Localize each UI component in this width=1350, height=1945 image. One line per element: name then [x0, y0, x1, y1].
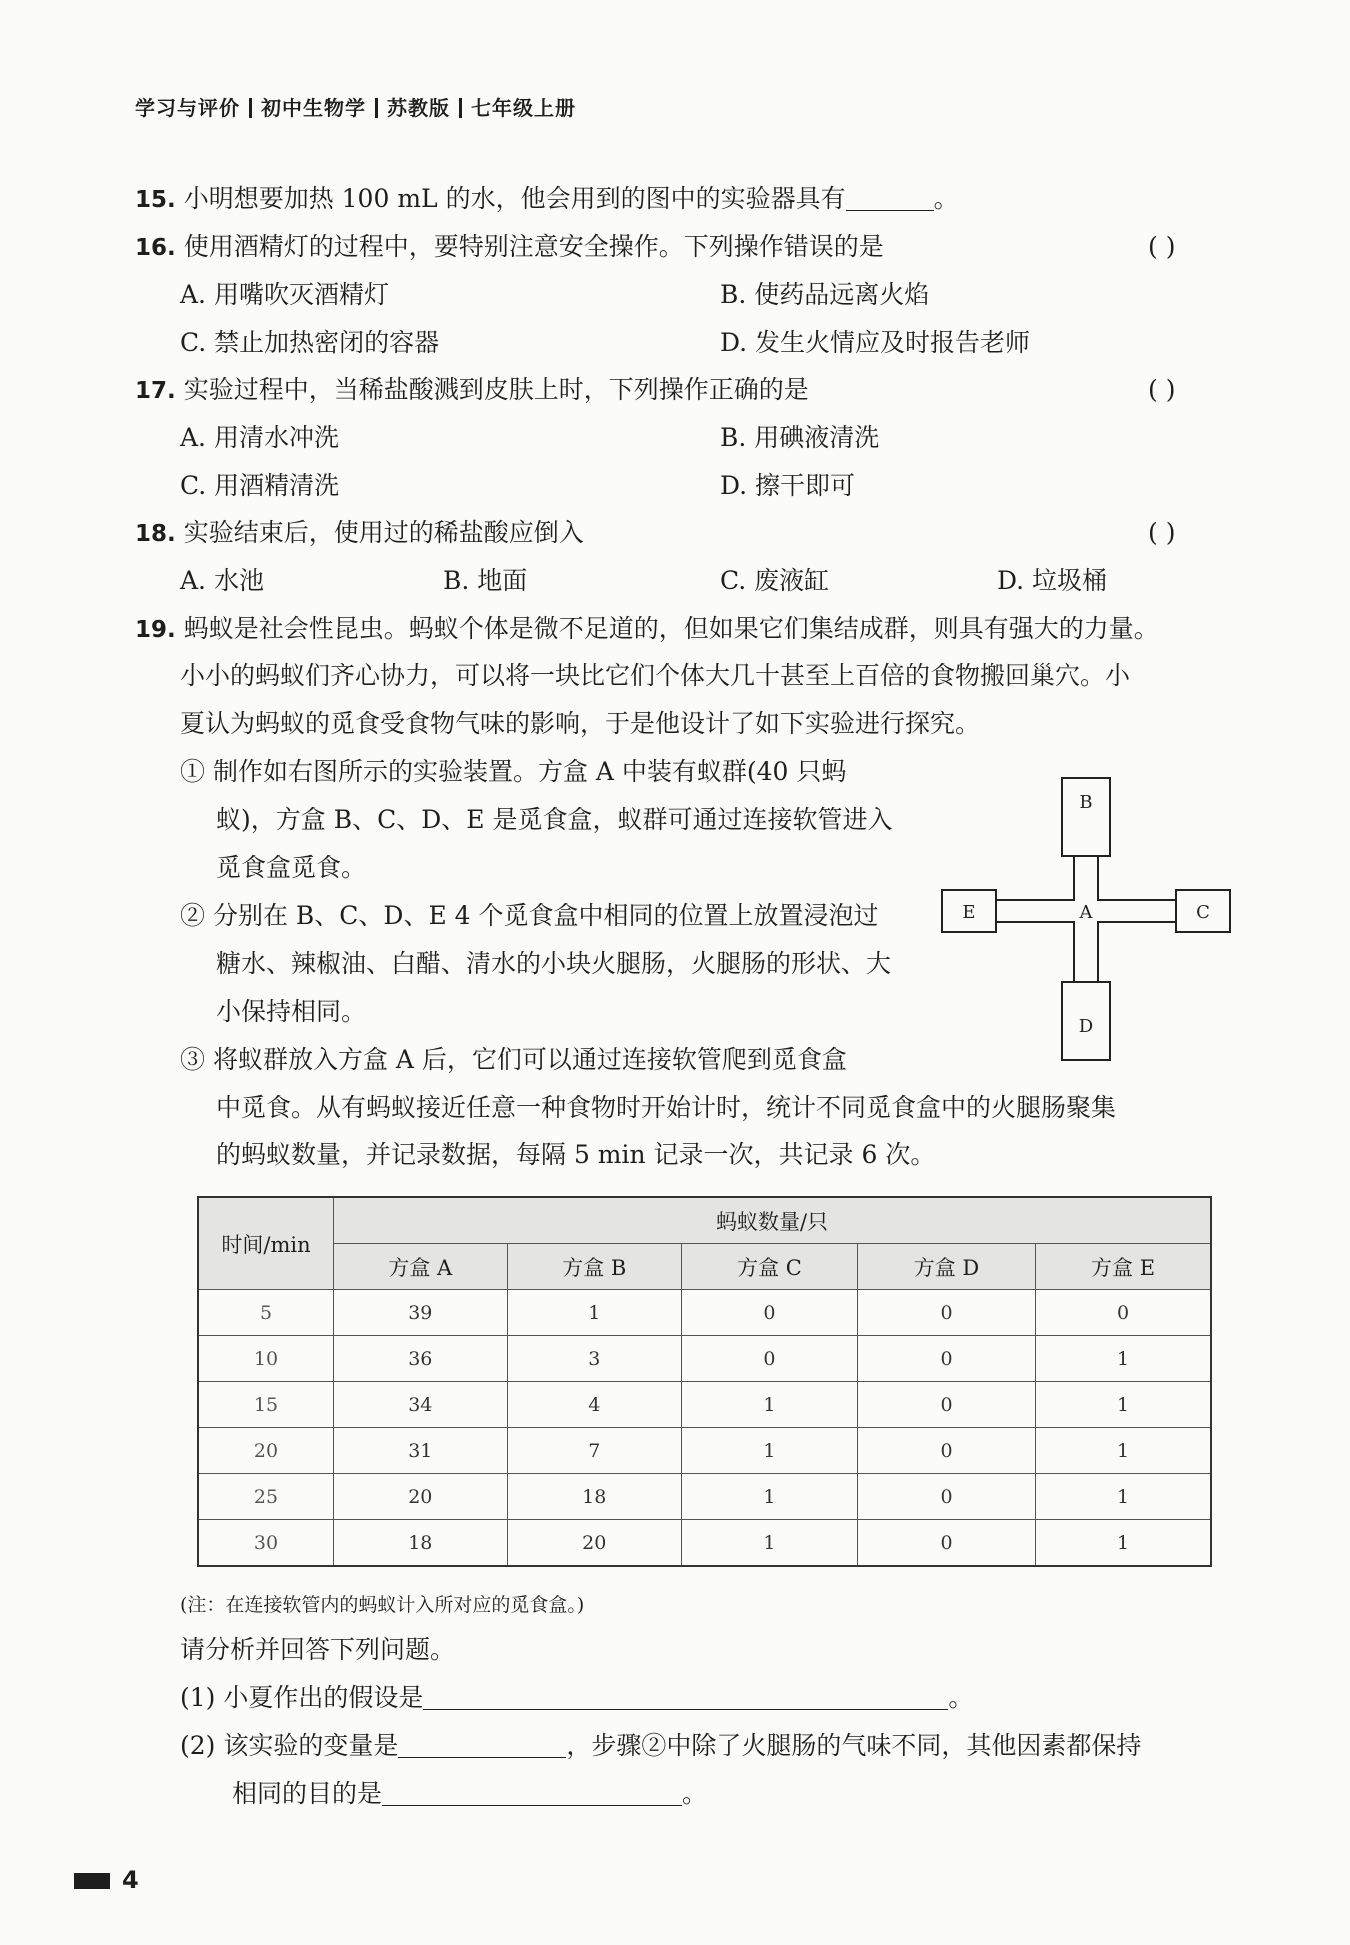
header-time: 时间/min: [198, 1197, 334, 1290]
cell-box-d: 0: [857, 1474, 1035, 1520]
option-c[interactable]: C. 禁止加热密闭的容器: [180, 328, 440, 357]
option-b[interactable]: B. 用碘液清洗: [720, 423, 880, 452]
cell-box-b: 18: [507, 1474, 681, 1520]
page-number: 4: [122, 1866, 139, 1894]
header-divider: [459, 98, 462, 118]
cell-box-d: 0: [857, 1382, 1035, 1428]
cell-box-b: 3: [507, 1336, 681, 1382]
label-b: B: [1079, 792, 1093, 813]
header-divider: [249, 98, 252, 118]
cell-time: 5: [198, 1290, 334, 1336]
step-line: ② 分别在 B、C、D、E 4 个觅食盒中相同的位置上放置浸泡过: [180, 901, 879, 930]
cell-box-d: 0: [857, 1290, 1035, 1336]
answer-blank[interactable]: [846, 210, 934, 211]
cell-box-d: 0: [857, 1336, 1035, 1382]
cell-box-e: 1: [1036, 1520, 1211, 1567]
table-note: (注：在连接软管内的蚂蚁计入所对应的觅食盒。): [180, 1594, 585, 1616]
question-number: 19.: [135, 617, 176, 643]
cell-box-c: 0: [681, 1336, 857, 1382]
option-a[interactable]: A. 用清水冲洗: [180, 423, 339, 452]
header-edition: 苏教版: [387, 96, 450, 120]
box-b: [1062, 778, 1110, 856]
cell-box-d: 0: [857, 1520, 1035, 1567]
option-a[interactable]: A. 用嘴吹灭酒精灯: [180, 280, 389, 309]
question-text-end: 。: [933, 184, 959, 213]
step-line: ① 制作如右图所示的实验装置。方盒 A 中装有蚁群(40 只蚂: [180, 757, 847, 786]
step-line: 的蚂蚁数量，并记录数据，每隔 5 min 记录一次，共记录 6 次。: [216, 1140, 936, 1169]
table-row: [198, 1428, 1211, 1474]
header-box-a: 方盒 A: [334, 1244, 508, 1290]
analysis-prompt: 请分析并回答下列问题。: [180, 1635, 456, 1664]
cell-box-a: 20: [334, 1474, 508, 1520]
cell-box-b: 4: [507, 1382, 681, 1428]
cell-box-e: 0: [1036, 1290, 1211, 1336]
answer-blank[interactable]: [398, 1757, 566, 1758]
header-subject: 初中生物学: [261, 96, 366, 120]
cell-time: 25: [198, 1474, 334, 1520]
sub-question-1: [180, 1685, 973, 1710]
step-line: 觅食盒觅食。: [216, 853, 367, 882]
cell-box-c: 1: [681, 1474, 857, 1520]
question-number: 18.: [135, 521, 176, 547]
header-box-e: 方盒 E: [1036, 1244, 1211, 1290]
table-row: [198, 1290, 1211, 1336]
sub-question-text: 相同的目的是: [232, 1779, 383, 1808]
cell-box-b: 1: [507, 1290, 681, 1336]
option-c[interactable]: C. 用酒精清洗: [180, 471, 340, 500]
cell-time: 30: [198, 1520, 334, 1567]
cell-box-a: 18: [334, 1520, 508, 1567]
question-intro-line: 小小的蚂蚁们齐心协力，可以将一块比它们个体大几十甚至上百倍的食物搬回巢穴。小: [180, 661, 1131, 690]
header-ant-count: 蚂蚁数量/只: [334, 1197, 1212, 1244]
option-d[interactable]: D. 擦干即可: [720, 471, 856, 500]
label-a: A: [1079, 902, 1093, 923]
table-row: [198, 1336, 1211, 1382]
question-16: [135, 234, 884, 260]
option-b[interactable]: B. 使药品远离火焰: [720, 280, 930, 309]
question-15: [135, 186, 959, 212]
question-number: 15.: [135, 187, 176, 213]
sub-question-2-cont: [232, 1781, 707, 1806]
table-row: [198, 1474, 1211, 1520]
sub-question-text: (2) 该实验的变量是: [180, 1731, 399, 1760]
cell-box-a: 36: [334, 1336, 508, 1382]
step-line: 小保持相同。: [216, 997, 367, 1026]
cell-box-c: 1: [681, 1428, 857, 1474]
header-box-c: 方盒 C: [681, 1244, 857, 1290]
header-box-d: 方盒 D: [857, 1244, 1035, 1290]
header-divider: [375, 98, 378, 118]
page-header: [135, 92, 576, 121]
answer-parentheses[interactable]: ( ): [1148, 518, 1176, 547]
cell-box-a: 39: [334, 1290, 508, 1336]
step-line: 中觅食。从有蚂蚁接近任意一种食物时开始计时，统计不同觅食盒中的火腿肠聚集: [216, 1093, 1117, 1122]
sub-question-end: 。: [682, 1779, 708, 1808]
header-grade: 七年级上册: [471, 96, 576, 120]
cell-time: 15: [198, 1382, 334, 1428]
question-19: [135, 616, 1159, 642]
answer-parentheses[interactable]: ( ): [1148, 375, 1176, 404]
option-c[interactable]: C. 废液缸: [720, 566, 830, 595]
cell-box-c: 1: [681, 1382, 857, 1428]
question-17: [135, 377, 809, 403]
header-book: 学习与评价: [135, 96, 240, 120]
step-line: ③ 将蚁群放入方盒 A 后，它们可以通过连接软管爬到觅食盒: [180, 1045, 847, 1074]
question-intro-line: 蚂蚁是社会性昆虫。蚂蚁个体是微不足道的，但如果它们集结成群，则具有强大的力量。: [183, 614, 1159, 643]
question-text: 小明想要加热 100 mL 的水，他会用到的图中的实验器具有: [183, 184, 846, 213]
question-text: 使用酒精灯的过程中，要特别注意安全操作。下列操作错误的是: [183, 232, 884, 261]
cell-box-b: 20: [507, 1520, 681, 1567]
option-b[interactable]: B. 地面: [443, 566, 528, 595]
table-row: [198, 1520, 1211, 1567]
option-a[interactable]: A. 水池: [180, 566, 264, 595]
header-box-b: 方盒 B: [507, 1244, 681, 1290]
question-text: 实验结束后，使用过的稀盐酸应倒入: [183, 518, 584, 547]
label-c: C: [1196, 902, 1210, 923]
cell-time: 10: [198, 1336, 334, 1382]
option-d[interactable]: D. 发生火情应及时报告老师: [720, 328, 1031, 357]
ant-count-table: [197, 1196, 1212, 1567]
question-intro-line: 夏认为蚂蚁的觅食受食物气味的影响，于是他设计了如下实验进行探究。: [180, 709, 981, 738]
cell-box-e: 1: [1036, 1428, 1211, 1474]
cell-time: 20: [198, 1428, 334, 1474]
sub-question-text: (1) 小夏作出的假设是: [180, 1683, 424, 1712]
page-marker: [74, 1873, 110, 1889]
step-line: 糖水、辣椒油、白醋、清水的小块火腿肠，火腿肠的形状、大: [216, 949, 892, 978]
cell-box-d: 0: [857, 1428, 1035, 1474]
step-line: 蚁)，方盒 B、C、D、E 是觅食盒，蚁群可通过连接软管进入: [216, 805, 893, 834]
cell-box-b: 7: [507, 1428, 681, 1474]
question-number: 17.: [135, 378, 176, 404]
answer-blank[interactable]: [382, 1805, 682, 1806]
cell-box-a: 31: [334, 1428, 508, 1474]
option-d[interactable]: D. 垃圾桶: [997, 566, 1108, 595]
cell-box-e: 1: [1036, 1382, 1211, 1428]
table-row: [198, 1382, 1211, 1428]
question-number: 16.: [135, 235, 176, 261]
sub-question-end: 。: [948, 1683, 974, 1712]
answer-blank[interactable]: [423, 1709, 948, 1710]
sub-question-2: [180, 1733, 1141, 1758]
apparatus-diagram: [940, 776, 1232, 1062]
cell-box-c: 1: [681, 1520, 857, 1567]
question-18: [135, 520, 584, 546]
label-e: E: [962, 902, 976, 923]
cell-box-a: 34: [334, 1382, 508, 1428]
answer-parentheses[interactable]: ( ): [1148, 232, 1176, 261]
label-d: D: [1078, 1016, 1094, 1037]
question-text: 实验过程中，当稀盐酸溅到皮肤上时，下列操作正确的是: [183, 375, 809, 404]
cell-box-e: 1: [1036, 1336, 1211, 1382]
cell-box-e: 1: [1036, 1474, 1211, 1520]
cell-box-c: 0: [681, 1290, 857, 1336]
sub-question-text: ，步骤②中除了火腿肠的气味不同，其他因素都保持: [566, 1731, 1142, 1760]
